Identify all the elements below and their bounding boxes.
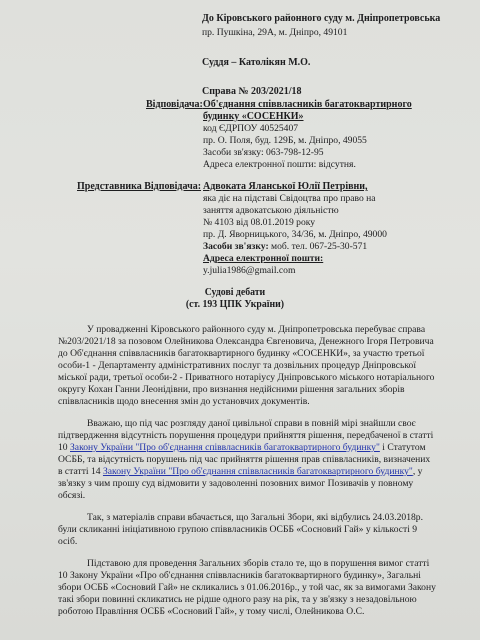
- para3-line2: були скликанні ініціативною групою співвласників ОСББ «Сосновий Гай» у кількості 9: [58, 524, 418, 535]
- representative-phone: [203, 241, 367, 253]
- para1-line7: співвласників щодо внесення змін до установчих документів.: [58, 396, 310, 407]
- para2-line4: ОСББ, та відсутність порушень під час прийняття рішення прав співвласників, визначених: [58, 454, 431, 465]
- defendant-label: Відповідача:: [146, 99, 203, 110]
- defendant-address: пр. О. Поля, буд. 129Б, м. Дніпро, 49055: [203, 135, 367, 146]
- para2-line3: [58, 442, 426, 454]
- para2-line7: обсязі.: [58, 490, 86, 501]
- law-link-1[interactable]: Закону України "Про об'єднання співвласників багатоквартирного будинку": [70, 442, 380, 453]
- para1-line3: до Об'єднання співвласників багатоквартирного будинку «СОСЕНКИ», за участю третьої: [58, 348, 425, 359]
- defendant-name-2: будинку «СОСЕНКИ»: [203, 111, 304, 122]
- para2-line5-start: в статті 14: [58, 466, 103, 477]
- para2-line6: зв'язку з чим прошу суд відмовити у задоволенні позовних вимог Позивачів у повному: [58, 478, 414, 489]
- representative-email[interactable]: y.julia1986@gmail.com: [203, 265, 296, 276]
- representative-basis-3: № 4103 від 08.01.2019 року: [203, 217, 316, 228]
- para2-line5-end: , у: [412, 466, 423, 477]
- court-name: До Кіровського районного суду м. Дніпропетровська: [202, 13, 441, 24]
- para3-line3: осіб.: [58, 536, 78, 547]
- para1-line5: міської ради, третьої особи-2 - Приватного нотаріусу Дніпровського міського нотаріального: [58, 372, 435, 383]
- para4-line3: збори ОСББ «Сосновий Гай» не скликались з 01.06.2016р., у той час, як за вимогами Закону: [58, 582, 436, 593]
- document-subtitle: (ст. 193 ЦПК України): [185, 299, 285, 310]
- para1-line6: округу Кохан Ганни Леонідівни, про визнання недійсними рішення загальних зборів: [58, 384, 405, 395]
- para2-line3-start: 10: [58, 442, 70, 453]
- representative-basis-2: заняття адвокатською діяльністю: [203, 205, 339, 216]
- defendant-code: код ЄДРПОУ 40525407: [203, 123, 299, 134]
- representative-phone-value: моб. тел. 067-25-30-571: [268, 241, 368, 252]
- para2-line2: підтвердження відсутність порушення процедури прийняття рішення, передбаченої в статті: [58, 430, 434, 441]
- defendant-name-1: Об'єднання співвласників багатоквартирного: [203, 99, 412, 110]
- para4-line1: Підставою для проведення Загальних зборів стало те, що в порушення вимог статті: [87, 558, 430, 569]
- para4-line4: такі збори повинні скликатись не рідше одного разу на рік, та у зв'язку з незадовільною: [58, 594, 417, 605]
- law-link-2[interactable]: Закону України "Про об'єднання співвласників багатоквартирного будинку": [102, 466, 413, 477]
- defendant-phone: Засоби зв'язку: 063-798-12-95: [203, 147, 324, 158]
- representative-basis-1: яка діє на підставі Свідоцтва про право на: [203, 193, 376, 204]
- para2-line1: Вважаю, що під час розгляду даної цивільної справи в повній мірі знайшли своє: [87, 418, 416, 429]
- para2-line5: [58, 466, 422, 478]
- representative-label: Представника Відповідача:: [77, 181, 202, 192]
- defendant-email: Адреса електронної пошти: відсутня.: [203, 159, 356, 170]
- representative-email-label: Адреса електронної пошти:: [203, 253, 324, 264]
- representative-phone-label: Засоби зв'язку:: [203, 241, 269, 252]
- representative-name: Адвоката Яланської Юлії Петрівни,: [203, 181, 368, 192]
- para4-line5: роботою Правління ОСББ «Сосновий Гай», у тому числі, Олейникова О.С.: [58, 606, 365, 617]
- para1-line2: №203/2021/18 за позовом Олейникова Олександра Євгеновича, Денежного Ігоря Петровича: [58, 336, 434, 347]
- representative-address: пр. Д. Яворницького, 34/36, м. Дніпро, 49000: [203, 229, 387, 240]
- court-address: пр. Пушкіна, 29А, м. Дніпро, 49101: [202, 27, 348, 38]
- para1-line1: У провадженні Кіровського районного суду м. Дніпропетровська перебуває справа: [87, 324, 426, 335]
- para1-line4: особи-1 - Департаменту адміністративних послуг та дозвільних процедур Дніпровської: [58, 360, 417, 371]
- case-number: Справа № 203/2021/18: [202, 86, 302, 97]
- para4-line2: 10 Закону України «Про об'єднання співвласників багатоквартирного будинку», Загальні: [58, 570, 421, 581]
- para3-line1: Так, з матеріалів справи вбачається, що Загальні Збори, які відбулись 24.03.2018р.: [87, 512, 424, 523]
- judge-name: Суддя – Католікян М.О.: [202, 57, 311, 68]
- para2-line3-end: і Статутом: [379, 442, 426, 453]
- document-title: Судові дебати: [204, 287, 266, 298]
